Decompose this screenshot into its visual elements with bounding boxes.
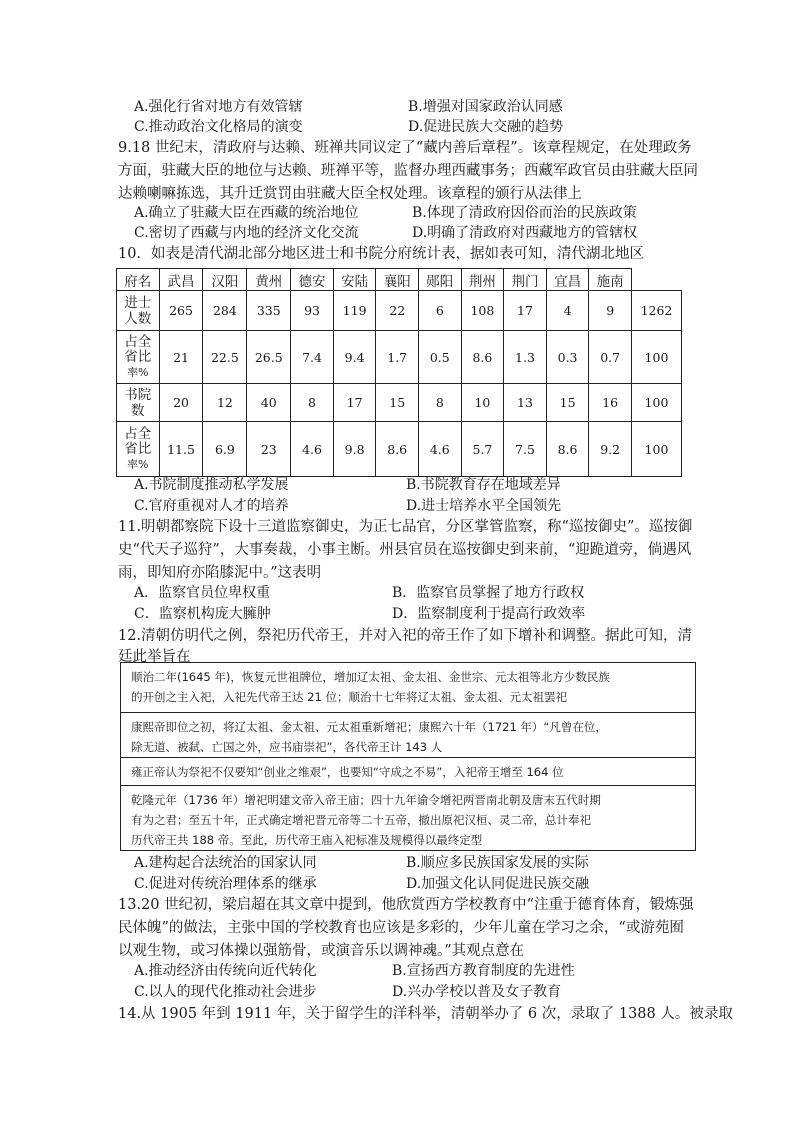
q9-option-a: A.确立了驻藏大臣在西藏的统治地位 xyxy=(134,205,359,221)
table-cell: 8.6 xyxy=(376,422,419,477)
table-cell: 119 xyxy=(333,291,376,331)
table-cell: 9.8 xyxy=(333,422,376,477)
row-label xyxy=(117,331,160,384)
q12-source-box xyxy=(120,712,696,758)
q10-option-a: A.书院制度推动私学发展 xyxy=(134,477,289,493)
table-cell: 26.5 xyxy=(247,331,291,384)
table-cell: 9 xyxy=(589,291,632,331)
q8-option-a: A.强化行省对地方有效管辖 xyxy=(134,99,303,115)
q12-source-box xyxy=(120,757,696,786)
table-cell: 0.7 xyxy=(589,331,632,384)
table-cell: 8.6 xyxy=(546,422,589,477)
source-line: 顺治二年(1645 年)，恢复元世祖牌位，增加辽太祖、金太祖、金世宗、元太祖等北方少数民族 xyxy=(131,670,610,684)
table-cell: 0.5 xyxy=(419,331,462,384)
q8-option-d: D.促进民族大交融的趋势 xyxy=(408,119,564,135)
q9-stem-line-2: 方面，驻藏大臣的地位与达赖、班禅平等，监督办理西藏事务；西藏军政官员由驻藏大臣同 xyxy=(118,163,698,179)
table-cell: 8 xyxy=(291,384,334,422)
q13-option-b: B.宣扬西方教育制度的先进性 xyxy=(392,963,575,979)
table-cell: 13 xyxy=(504,384,547,422)
q13-stem-line-3: 以观生物，或习体操以强筋骨，或演音乐以调神魂。”其观点意在 xyxy=(118,943,525,959)
q9-option-d: D.明确了清政府对西藏地方的管辖权 xyxy=(412,225,638,241)
q13-option-d: D.兴办学校以普及女子教育 xyxy=(392,984,562,1000)
table-header-cell: 安陆 xyxy=(333,269,376,291)
q11-option-d: D．监察制度利于提高行政效率 xyxy=(392,606,586,622)
q10-option-d: D.进士培养水平全国领先 xyxy=(406,498,562,514)
table-cell: 40 xyxy=(247,384,291,422)
table-row xyxy=(117,422,682,477)
table-cell: 100 xyxy=(631,384,681,422)
q10-option-c: C.官府重视对人才的培养 xyxy=(134,498,289,514)
table-cell: 4 xyxy=(546,291,589,331)
q12-stem-line-1: 12.清朝仿明代之例，祭祀历代帝王，并对入祀的帝王作了如下增补和调整。据此可知，清 xyxy=(118,628,693,644)
row-label-line: 书院 xyxy=(124,386,152,403)
table-cell: 17 xyxy=(504,291,547,331)
table-cell: 9.4 xyxy=(333,331,376,384)
q11-option-a: A．监察官员位卑权重 xyxy=(134,585,271,601)
table-cell: 12 xyxy=(203,384,247,422)
q11-stem-line-2: 史“代天子巡狩”，大事奏裁，小事主断。州县官员在巡按御史到来前，“迎跪道旁，倘遇风 xyxy=(118,542,692,558)
q11-stem-line-3: 雨，即知府亦陷膝泥中。”这表明 xyxy=(118,565,322,581)
table-header-cell: 黄州 xyxy=(247,269,291,291)
q10-option-b: B.书院教育存在地域差异 xyxy=(406,477,561,493)
row-label-line: 占全 xyxy=(124,425,152,442)
table-header-cell: 汉阳 xyxy=(203,269,247,291)
q13-option-c: C.以人的现代化推动社会进步 xyxy=(134,984,317,1000)
q13-option-a: A.推动经济由传统向近代转化 xyxy=(134,963,317,979)
table-header-row xyxy=(117,269,682,291)
q13-stem-line-2: 民体魄”的做法，主张中国的学校教育也应该是多彩的，少年儿童在学习之余，“或游苑囿 xyxy=(118,920,684,936)
q12-source-box xyxy=(120,785,696,851)
row-label xyxy=(117,291,160,331)
table-cell: 20 xyxy=(159,384,203,422)
table-cell: 11.5 xyxy=(159,422,203,477)
table-cell: 100 xyxy=(631,422,681,477)
table-cell: 15 xyxy=(376,384,419,422)
q11-option-b: B．监察官员掌握了地方行政权 xyxy=(392,585,585,601)
table-cell: 16 xyxy=(589,384,632,422)
table-header-cell: 宜昌 xyxy=(546,269,589,291)
table-row xyxy=(117,384,682,422)
source-line: 雍正帝认为祭祀不仅要知“创业之维艰”，也要知“守成之不易”，入祀帝王增至 164 位 xyxy=(131,765,564,779)
table-cell: 284 xyxy=(203,291,247,331)
table-header-cell: 荆州 xyxy=(461,269,504,291)
source-line: 的开创之主入祀，入祀先代帝王达 21 位；顺治十七年将辽太祖、金太祖、元太祖罢祀 xyxy=(131,690,567,704)
table-cell: 335 xyxy=(247,291,291,331)
table-header-cell: 施南 xyxy=(589,269,632,291)
q8-option-b: B.增强对国家政治认同感 xyxy=(408,99,563,115)
table-cell: 22.5 xyxy=(203,331,247,384)
table-cell: 23 xyxy=(247,422,291,477)
q14-stem-line-1: 14.从 1905 年到 1911 年，关于留学生的洋科举，清朝举办了 6 次，录取了 1388 人。被录取 xyxy=(118,1006,733,1022)
q12-option-c: C.促进对传统治理体系的继承 xyxy=(134,876,317,892)
row-label xyxy=(117,384,160,422)
row-label-line: 占全 xyxy=(124,333,152,350)
table-cell: 8 xyxy=(419,384,462,422)
source-line: 历代帝王共 188 帝。至此，历代帝王庙入祀标准及规模得以最终定型 xyxy=(131,833,483,847)
table-cell: 1.3 xyxy=(504,331,547,384)
table-cell: 8.6 xyxy=(461,331,504,384)
table-cell: 5.7 xyxy=(461,422,504,477)
q10-stem: 10．如表是清代湖北部分地区进士和书院分府统计表，据如表可知，清代湖北地区 xyxy=(118,246,644,262)
source-line: 康熙帝即位之初，将辽太祖、金太祖、元太祖重新增祀；康熙六十年（1721 年）“凡曾在位， xyxy=(131,720,607,734)
table-header-cell: 府名 xyxy=(117,269,160,291)
table-cell: 4.6 xyxy=(419,422,462,477)
table-cell: 15 xyxy=(546,384,589,422)
table-row xyxy=(117,331,682,384)
table-cell: 21 xyxy=(159,331,203,384)
table-cell: 10 xyxy=(461,384,504,422)
table-cell: 17 xyxy=(333,384,376,422)
q13-stem-line-1: 13.20 世纪初，梁启超在其文章中提到，他欣赏西方学校教育中“注重于德育体育，锻炼强 xyxy=(118,897,694,913)
table-cell: 93 xyxy=(291,291,334,331)
table-cell: 22 xyxy=(376,291,419,331)
table-cell: 108 xyxy=(461,291,504,331)
row-label-line: 数 xyxy=(131,402,145,419)
row-label-line: 省比 xyxy=(124,440,152,457)
row-label-line: 率% xyxy=(127,457,149,471)
row-label-line: 省比 xyxy=(124,348,152,365)
table-header-cell: 德安 xyxy=(291,269,334,291)
table-cell: 6.9 xyxy=(203,422,247,477)
table-header-cell: 郧阳 xyxy=(419,269,462,291)
q10-statistics-table xyxy=(116,268,682,477)
table-header-cell: 武昌 xyxy=(159,269,203,291)
q8-option-c: C.推动政治文化格局的演变 xyxy=(134,119,303,135)
table-cell: 1.7 xyxy=(376,331,419,384)
table-cell: 265 xyxy=(159,291,203,331)
row-label-line: 率% xyxy=(127,365,149,379)
q12-option-a: A.建构起合法统治的国家认同 xyxy=(134,855,317,871)
table-header-cell: 襄阳 xyxy=(376,269,419,291)
q12-source-box xyxy=(120,662,696,713)
q12-option-d: D.加强文化认同促进民族交融 xyxy=(406,876,590,892)
source-line: 乾隆元年（1736 年）增祀明建文帝入帝王庙；四十九年谕令增祀两晋南北朝及唐末五代时期 xyxy=(131,793,601,807)
q11-stem-line-1: 11.明朝都察院下设十三道监察御史，为正七品官，分区掌管监察，称“巡按御史”。巡按御 xyxy=(118,519,693,535)
row-label xyxy=(117,422,160,477)
row-label-line: 进士 xyxy=(124,294,152,311)
q12-option-b: B.顺应多民族国家发展的实际 xyxy=(406,855,589,871)
table-cell: 6 xyxy=(419,291,462,331)
table-cell: 1262 xyxy=(631,291,681,331)
row-label-line: 人数 xyxy=(124,310,152,327)
table-cell: 0.3 xyxy=(546,331,589,384)
table-cell: 7.4 xyxy=(291,331,334,384)
q9-stem-line-3: 达赖喇嘛拣选，其升迁赏罚由驻藏大臣全权处理。该章程的颁行从法律上 xyxy=(118,186,582,202)
source-line: 除无道、被弑、亡国之外，应书庙崇祀”，各代帝王计 143 人 xyxy=(131,740,443,754)
q9-option-c: C.密切了西藏与内地的经济文化交流 xyxy=(134,225,359,241)
table-row xyxy=(117,291,682,331)
table-cell: 7.5 xyxy=(504,422,547,477)
table-cell: 100 xyxy=(631,331,681,384)
table-cell: 9.2 xyxy=(589,422,632,477)
q9-option-b: B.体现了清政府因俗而治的民族政策 xyxy=(412,205,637,221)
table-header-cell: 荆门 xyxy=(504,269,547,291)
table-cell: 4.6 xyxy=(291,422,334,477)
q12-stem-line-2: 廷此举旨在 xyxy=(118,649,191,665)
q11-option-c: C．监察机构庞大臃肿 xyxy=(134,606,271,622)
q9-stem-line-1: 9.18 世纪末，清政府与达赖、班禅共同议定了“藏内善后章程”。该章程规定，在处理政务 xyxy=(118,140,692,156)
source-line: 有为之君；至五十年，正式确定增祀晋元帝等二十五帝，撤出原祀汉桓、灵二帝，总计奉祀 xyxy=(131,813,591,827)
